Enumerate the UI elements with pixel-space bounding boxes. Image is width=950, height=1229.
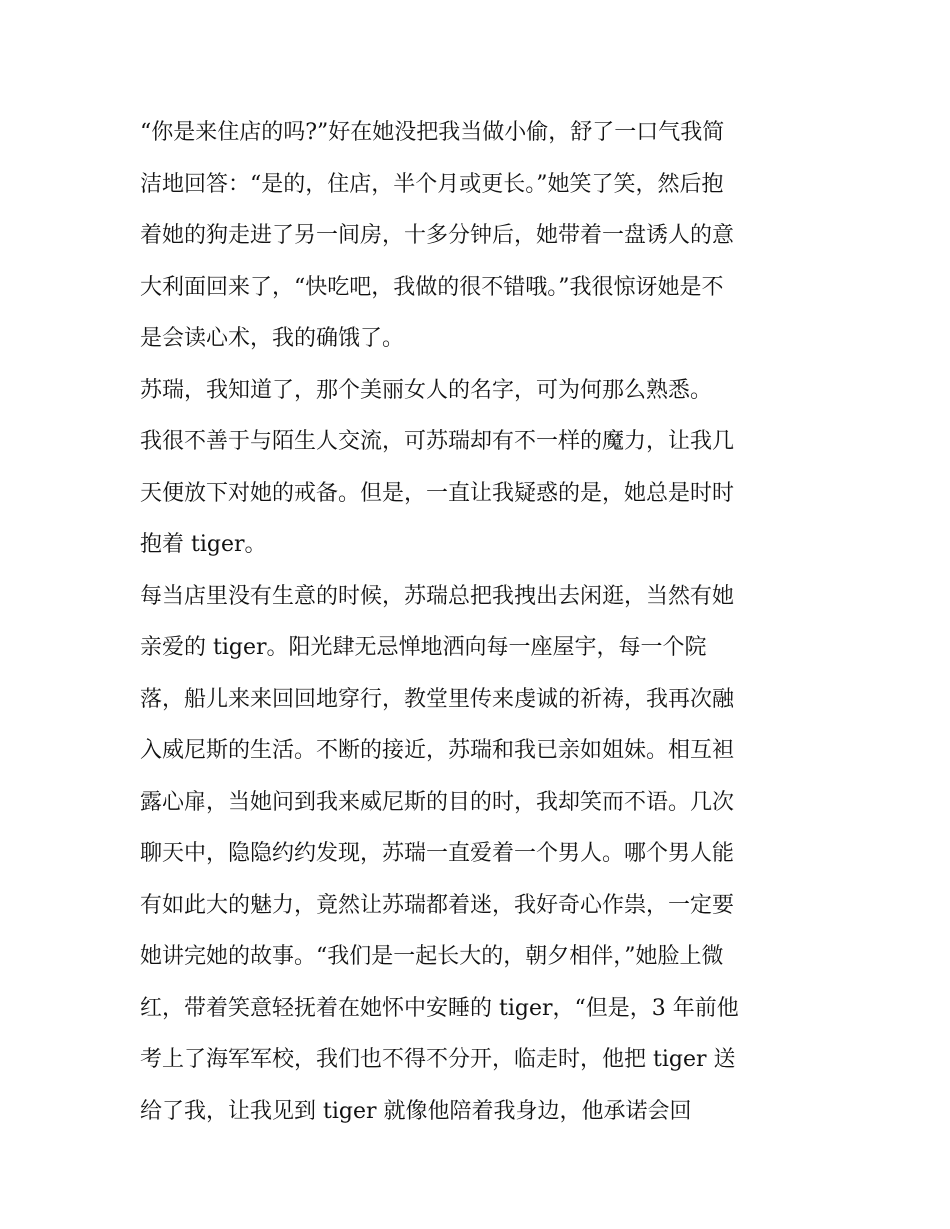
- paragraph-4: [140, 571, 812, 1138]
- paragraph-3: [140, 416, 812, 571]
- text-line: 亲爱的 tiger。阳光肆无忌惮地洒向每一座屋宇，每一个院: [140, 635, 707, 660]
- text-line: 给了我，让我见到 tiger 就像他陪着我身边，他承诺会回: [140, 1098, 692, 1124]
- text-line: 是会读心术，我的确饿了。: [140, 326, 405, 351]
- text-line: 聊天中，隐隐约约发现，苏瑞一直爱着一个男人。哪个男人能: [140, 841, 735, 866]
- text-line: 入威尼斯的生活。不断的接近，苏瑞和我已亲如姐妹。相互袒: [140, 738, 735, 763]
- text-line: 考上了海军军校，我们也不得不分开，临走时，他把 tiger 送: [140, 1047, 736, 1072]
- text-line: 露心扉，当她问到我来威尼斯的目的时，我却笑而不语。几次: [140, 789, 735, 815]
- text-line: 每当店里没有生意的时候，苏瑞总把我拽出去闲逛，当然有她: [140, 583, 735, 609]
- text-line: 着她的狗走进了另一间房，十多分钟后，她带着一盘诱人的意: [140, 223, 735, 248]
- text-line: 她讲完她的故事。“我们是一起长大的，朝夕相伴，”她脸上微: [140, 944, 724, 969]
- document-body: [140, 107, 812, 1137]
- text-line: 有如此大的魅力，竟然让苏瑞都着迷，我好奇心作祟，一定要: [140, 892, 735, 918]
- text-line: 落，船儿来来回回地穿行，教堂里传来虔诚的祈祷，我再次融: [140, 686, 735, 712]
- text-line: 苏瑞，我知道了，那个美丽女人的名字，可为何那么熟悉。: [140, 377, 713, 403]
- text-line: 抱着 tiger。: [140, 532, 267, 557]
- text-line: 洁地回答：“是的，住店，半个月或更长。”她笑了笑，然后抱: [140, 171, 724, 197]
- paragraph-1: [140, 107, 812, 365]
- text-line: 天便放下对她的戒备。但是，一直让我疑惑的是，她总是时时: [140, 480, 735, 506]
- text-line: “你是来住店的吗?”好在她没把我当做小偷，舒了一口气我简: [140, 120, 725, 145]
- text-line: 红，带着笑意轻抚着在她怀中安睡的 tiger，“但是，3 年前他: [140, 995, 739, 1021]
- text-line: 大利面回来了，“快吃吧，我做的很不错哦。”我很惊讶她是不: [140, 274, 724, 300]
- text-line: 我很不善于与陌生人交流，可苏瑞却有不一样的魔力，让我几: [140, 429, 735, 454]
- paragraph-2: [140, 365, 812, 417]
